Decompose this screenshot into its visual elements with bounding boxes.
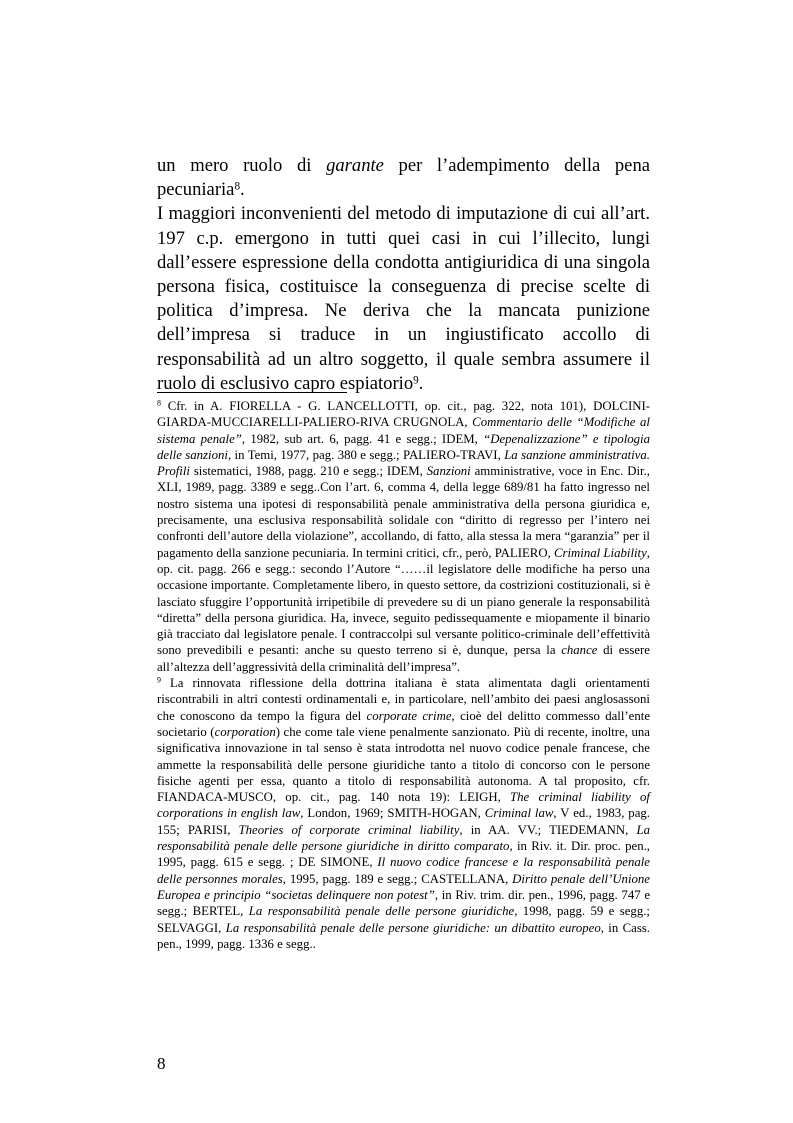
text-run: , 1998, pagg. 59 e segg.; SELVAGGI, <box>157 904 650 935</box>
text-run: , 1982, sub art. 6, pagg. 41 e segg.; IDEM, <box>241 431 484 446</box>
italic-run: Diritto penale dell’Unione Europea e principio “societas delinquere non potest” <box>157 871 650 902</box>
text-run: per l’adempimento della pena pecuniaria <box>157 155 650 201</box>
italic-run: The criminal liability of corporations in english law <box>157 790 650 821</box>
page-number: 8 <box>157 1054 166 1073</box>
italic-run: La responsabilità penale delle persone giuridiche <box>248 904 515 919</box>
italic-run: corporate crime <box>366 708 452 723</box>
italic-run: corporation <box>214 724 276 739</box>
footnote-9 <box>157 675 650 952</box>
italic-run: Criminal law <box>484 806 554 821</box>
text-run: ) che come tale viene penalmente sanzionato. Più di recente, inoltre, una significativa innovazione in tal senso è stata introdotta nel nuovo codice penale francese, che ammette la responsabilità delle persone giuridiche tanto a titolo di concorso con le persone fisiche agenti per essa, quanto a titolo di responsabilità autonoma. A tal proposito, cfr. FIANDACA-MUSCO, op. cit., pag. 140 nota 19): LEIGH, <box>157 724 650 805</box>
text-run: un mero ruolo di <box>157 155 327 176</box>
footnote-8 <box>157 398 650 675</box>
text-run: I maggiori inconvenienti del metodo di imputazione di cui all’art. 197 c.p. emergono in tutti quei casi in cui l’illecito, lungi dall’essere espressione della condotta antigiuridica di una singola persona fisica, costituisce la conseguenza di precise scelte di politica d’impresa. Ne deriva che la mancata punizione dell’impresa si traduce in un ingiustificato accollo di responsabilità ad un altro soggetto, il quale sembra assumere il ruolo di esclusivo capro espiatorio <box>157 203 650 394</box>
italic-run: Il nuovo codice francese e la responsabilità penale delle personnes morales <box>157 855 650 886</box>
italic-run: La responsabilità penale delle persone giuridiche in diritto comparato <box>157 822 650 854</box>
footnotes <box>157 398 650 952</box>
italic-run: Theories of corporate criminal liability <box>238 822 460 837</box>
text-run: , V ed., 1983, pag. 155; PARISI, <box>157 806 650 837</box>
text-run: , in Cass. pen., 1999, pagg. 1336 e segg.. <box>157 920 650 951</box>
italic-run: “Depenalizzazione” e tipologia delle sanzioni <box>157 431 650 462</box>
italic-run: garante <box>326 155 384 176</box>
paragraph-2 <box>157 202 650 396</box>
text-run: , op. cit. pagg. 266 e segg.: secondo l’Autore “……il legislatore delle modifiche ha perso una occasione importante. Completamente libero, in questo settore, da costrizioni costituzionali, si è lasciato sfuggire l’opportunità irripetibile di prevedere su di un piano generale la responsabilità “diretta” della persona giuridica. Ha, invece, seguito pedissequamente e miopamente il binario già tracciato dal legislatore penale. I contraccolpi sul versante politico-criminale dell’effettività sono prevedibili e pesanti: anche su questo terreno si è, dunque, persa la <box>157 545 650 658</box>
main-text <box>157 154 650 396</box>
text-run: , in Temi, 1977, pag. 380 e segg.; PALIERO-TRAVI, <box>227 447 505 462</box>
italic-run: Sanzioni <box>426 464 471 479</box>
text-run: di essere all’altezza dell’aggressività della criminalità dell’impresa”. <box>157 643 650 674</box>
text-run: Cfr. in A. FIORELLA - G. LANCELLOTTI, op. cit., pag. 322, nota 101), DOLCINI-GIARDA-MUCCIARELLI-PALIERO-RIVA CRUGNOLA, <box>157 399 650 430</box>
paragraph-1 <box>157 154 650 202</box>
footnote-separator <box>157 392 347 393</box>
footnote-ref-8[interactable]: 8 <box>234 180 241 193</box>
text-run: La rinnovata riflessione della dottrina italiana è stata alimentata dagli orientamenti riscontrabili in altri contesti ordinamentali e, in particolare, nell’ambito dei paesi anglosassoni che conoscono da tempo la figura del <box>157 676 650 723</box>
text-run: , in AA. VV.; TIEDEMANN, <box>459 822 637 837</box>
italic-run: chance <box>561 643 598 658</box>
text-run: . <box>240 179 245 201</box>
text-run: amministrative, voce in Enc. Dir., XLI, 1989, pagg. 3389 e segg..Con l’art. 6, comma 4, della legge 689/81 ha fatto ingresso nel nostro sistema una ipotesi di responsabilità penale amministrativa della persona giuridica e, precisamente, una esclusiva responsabilità solidale con “diritto di regresso per l’intero nei confronti dell’autore della violazione”, accollando, di fatto, alla stessa la mera “garanzia” per il pagamento della sanzione pecuniaria. In termini critici, cfr., però, PALIERO, <box>157 464 650 560</box>
text-run: , cioè del delitto commesso dall’ente societario ( <box>157 708 650 739</box>
text-run: . <box>418 372 424 394</box>
text-run: , in Riv. it. Dir. proc. pen., 1995, pagg. 615 e segg. ; DE SIMONE, <box>157 839 650 870</box>
footnote-number: 8 <box>157 398 161 408</box>
text-run: , in Riv. trim. dir. pen., 1996, pagg. 747 e segg.; BERTEL, <box>157 887 650 919</box>
text-run: , London, 1969; SMITH-HOGAN, <box>300 806 485 821</box>
italic-run: Commentario delle “Modifiche al sistema penale” <box>157 415 650 446</box>
italic-run: La sanzione amministrativa. Profili <box>157 447 651 479</box>
text-run: , 1995, pagg. 189 e segg.; CASTELLANA, <box>282 871 513 886</box>
footnote-number: 9 <box>157 675 161 685</box>
italic-run: Criminal Liability <box>553 545 647 560</box>
text-run: sistematici, 1988, pagg. 210 e segg.; IDEM, <box>189 464 427 479</box>
footnote-ref-9[interactable]: 9 <box>413 374 419 387</box>
italic-run: La responsabilità penale delle persone giuridiche: un dibattito europeo <box>225 920 601 935</box>
